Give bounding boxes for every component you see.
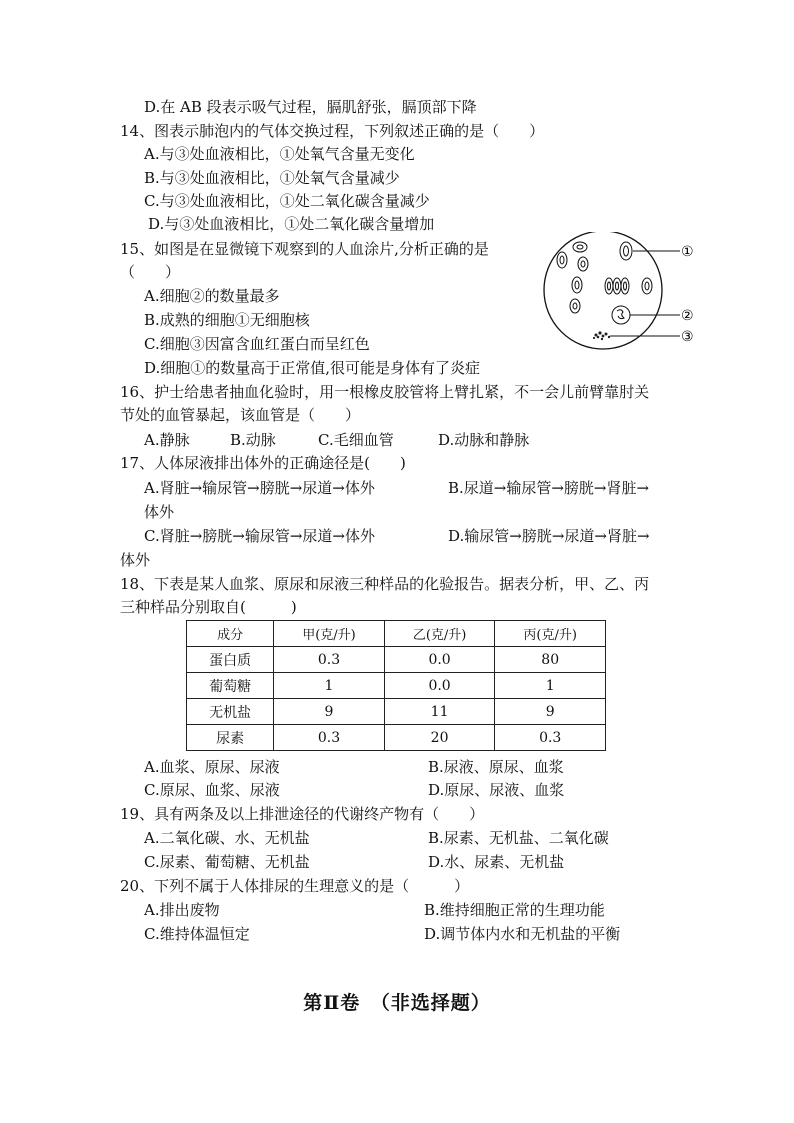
platelet-cluster: [593, 331, 610, 340]
q15-option-c: C.细胞③因富含血红蛋白而呈红色: [144, 335, 370, 353]
q18-option-a: A.血浆、原尿、尿液: [144, 758, 280, 776]
cell-value: 0.3: [274, 725, 385, 751]
q20-option-c: C.维持体温恒定: [144, 925, 250, 943]
label-2: ②: [681, 308, 694, 324]
q16-stem-cont: 节处的血管暴起，该血管是（ ）: [120, 406, 361, 424]
header-jia: 甲(克/升): [274, 621, 385, 647]
q13-option-d: D.在 AB 段表示吸气过程，膈肌舒张，膈顶部下降: [144, 98, 477, 116]
header-bing: 丙(克/升): [495, 621, 606, 647]
q17-option-d: D.输尿管→膀胱→尿道→肾脏→: [448, 527, 650, 545]
table-row: [187, 647, 606, 673]
q16-option-d: D.动脉和静脉: [438, 431, 530, 449]
q18-stem: 18、下表是某人血浆、原尿和尿液三种样品的化验报告。据表分析，甲、乙、丙: [120, 575, 650, 593]
q14-option-d: D.与③处血液相比，①处二氧化碳含量增加: [148, 215, 435, 233]
microscope-field: [544, 232, 662, 349]
q16-option-b: B.动脉: [230, 431, 276, 449]
q15-option-d: D.细胞①的数量高于正常值,很可能是身体有了炎症: [144, 359, 481, 377]
q19-option-c: C.尿素、葡萄糖、无机盐: [144, 853, 310, 871]
q20-option-b: B.维持细胞正常的生理功能: [424, 901, 605, 919]
cell-value: 0.3: [274, 647, 385, 673]
q15-stem-cont: （ ）: [120, 263, 181, 281]
cell-value: 0.0: [384, 673, 495, 699]
label-3: ③: [681, 329, 694, 345]
cell-component: 尿素: [187, 725, 274, 751]
q14-option-c: C.与③处血液相比，①处二氧化碳含量减少: [144, 192, 430, 210]
q19-option-a: A.二氧化碳、水、无机盐: [144, 829, 310, 847]
q17-option-d-cont: 体外: [120, 551, 151, 569]
q16-option-a: A.静脉: [144, 431, 190, 449]
cell-value: 0.0: [384, 647, 495, 673]
cell-component: 无机盐: [187, 699, 274, 725]
q14-option-a: A.与③处血液相比，①处氧气含量无变化: [144, 145, 415, 163]
q20-stem: 20、下列不属于人体排尿的生理意义的是（ ）: [120, 877, 470, 895]
cell-component: 葡萄糖: [187, 673, 274, 699]
q17-option-b-cont: 体外: [144, 503, 175, 521]
blood-smear-diagram: [540, 232, 700, 352]
white-blood-cell: [612, 306, 630, 324]
table-row: [187, 699, 606, 725]
header-component: 成分: [187, 621, 274, 647]
q14-stem: 14、图表示肺泡内的气体交换过程，下列叙述正确的是（ ）: [120, 122, 545, 140]
q18-option-c: C.原尿、血浆、尿液: [144, 781, 280, 799]
cell-value: 9: [495, 699, 606, 725]
cell-value: 9: [274, 699, 385, 725]
cell-value: 1: [495, 673, 606, 699]
cell-value: 80: [495, 647, 606, 673]
q16-option-c: C.毛细血管: [318, 431, 394, 449]
label-1: ①: [681, 244, 694, 260]
q20-option-a: A.排出废物: [144, 901, 220, 919]
lab-report-table: [186, 620, 606, 751]
section-title: 第Ⅱ卷 （非选择题）: [303, 992, 491, 1014]
header-yi: 乙(克/升): [384, 621, 495, 647]
q15-option-a: A.细胞②的数量最多: [144, 287, 280, 305]
q19-stem: 19、具有两条及以上排泄途径的代谢终产物有（ ）: [120, 805, 485, 823]
q15-stem: 15、如图是在显微镜下观察到的人血涂片,分析正确的是: [120, 240, 489, 258]
table-row: [187, 673, 606, 699]
q17-option-c: C.肾脏→膀胱→输尿管→尿道→体外: [144, 527, 375, 545]
q18-stem-cont: 三种样品分别取自( ): [120, 598, 297, 616]
q17-option-a: A.肾脏→输尿管→膀胱→尿道→体外: [144, 479, 375, 497]
cell-component: 蛋白质: [187, 647, 274, 673]
table-header-row: [187, 621, 606, 647]
q17-stem: 17、人体尿液排出体外的正确途径是( ): [120, 454, 406, 472]
cell-value: 0.3: [495, 725, 606, 751]
table-row: [187, 725, 606, 751]
cell-value: 20: [384, 725, 495, 751]
q14-option-b: B.与③处血液相比，①处氧气含量减少: [144, 169, 400, 187]
q16-stem: 16、护士给患者抽血化验时，用一根橡皮胶管将上臂扎紧，不一会儿前臂靠肘关: [120, 383, 650, 401]
q18-option-d: D.原尿、尿液、血浆: [428, 781, 565, 799]
q18-option-b: B.尿液、原尿、血浆: [428, 758, 564, 776]
q17-option-b: B.尿道→输尿管→膀胱→肾脏→: [448, 479, 650, 497]
q19-option-b: B.尿素、无机盐、二氧化碳: [428, 829, 609, 847]
cell-value: 11: [384, 699, 495, 725]
q19-option-d: D.水、尿素、无机盐: [428, 853, 565, 871]
q15-option-b: B.成熟的细胞①无细胞核: [144, 311, 310, 329]
cell-value: 1: [274, 673, 385, 699]
q20-option-d: D.调节体内水和无机盐的平衡: [424, 925, 621, 943]
red-blood-cell: [557, 242, 652, 313]
